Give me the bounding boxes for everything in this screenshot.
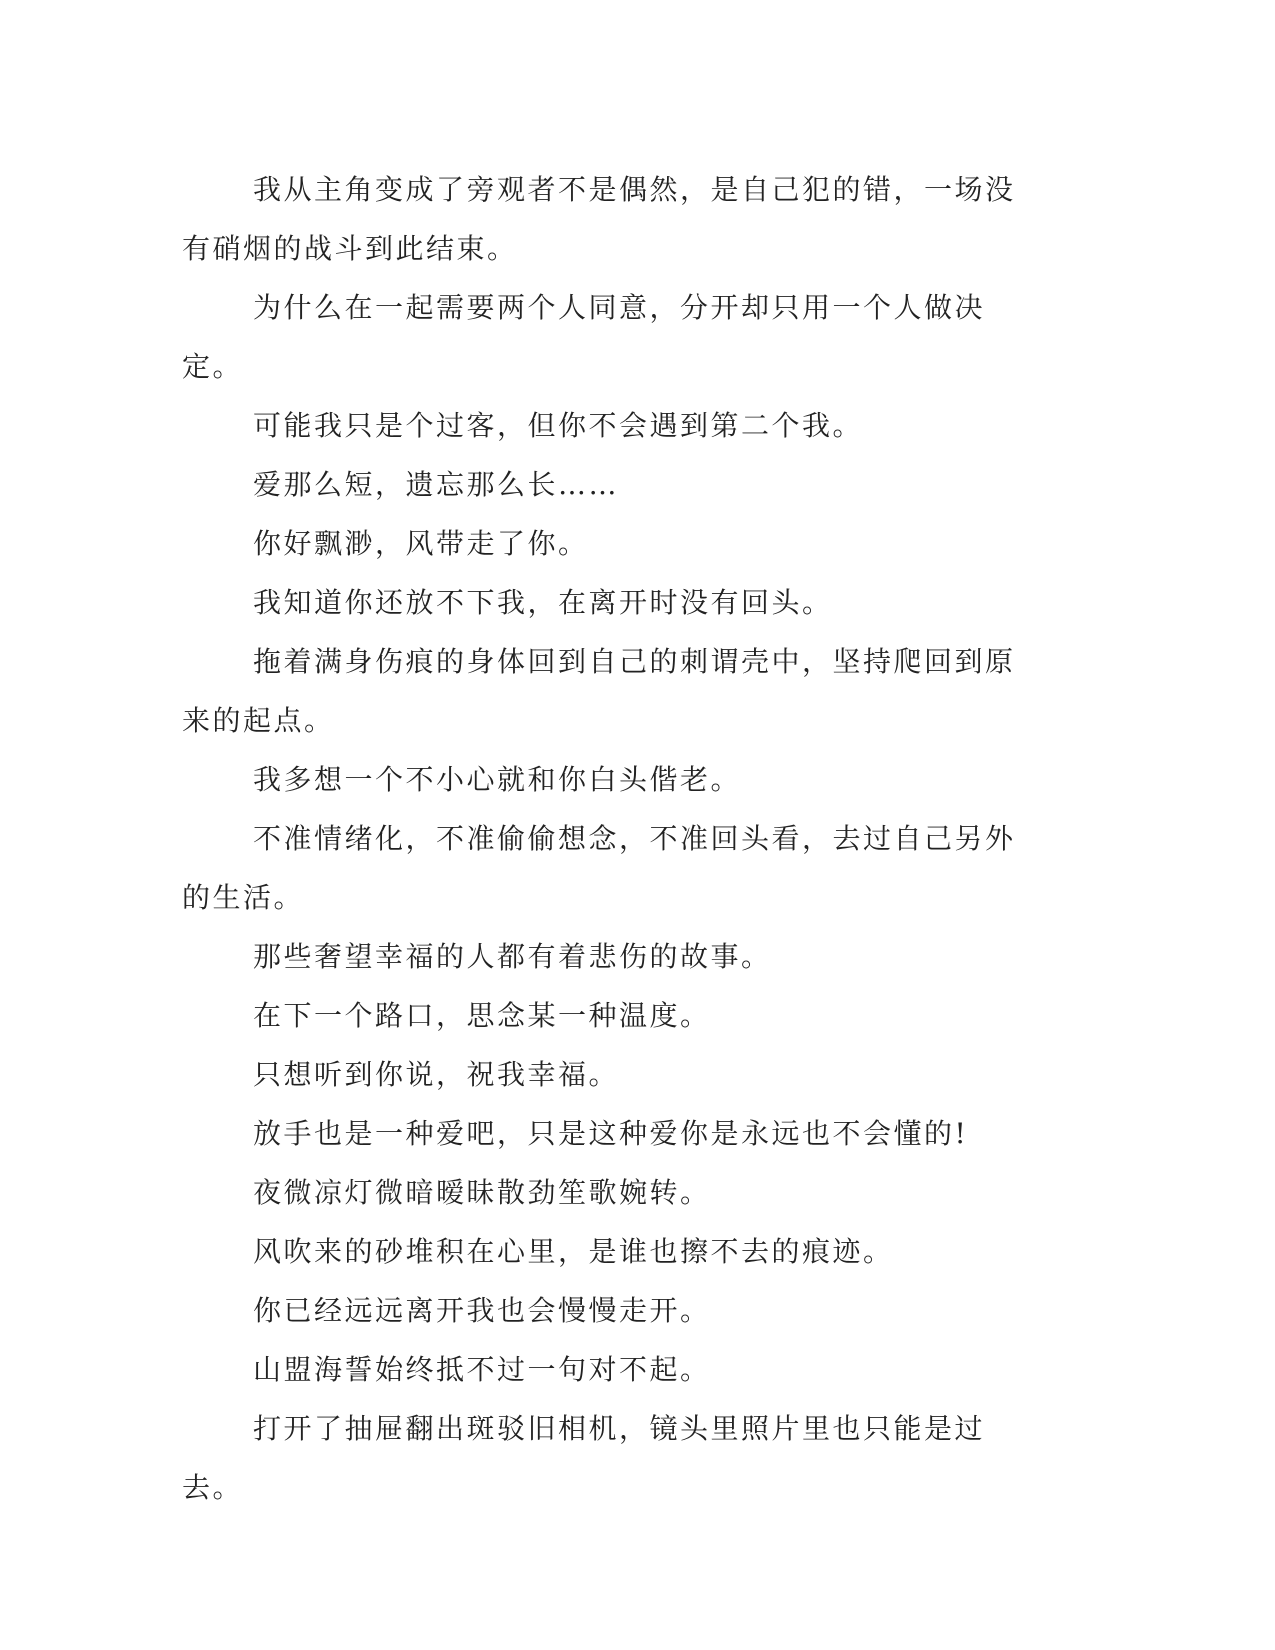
paragraph: 不准情绪化，不准偷偷想念，不准回头看，去过自己另外的生活。 [182, 822, 1016, 914]
paragraph: 我知道你还放不下我，在离开时没有回头。 [253, 586, 833, 619]
paragraph: 放手也是一种爱吧，只是这种爱你是永远也不会懂的! [253, 1117, 969, 1150]
paragraph: 我多想一个不小心就和你白头偕老。 [253, 763, 742, 796]
document-body [182, 160, 1030, 1517]
paragraph: 那些奢望幸福的人都有着悲伤的故事。 [253, 940, 772, 973]
paragraph: 我从主角变成了旁观者不是偶然，是自己犯的错，一场没有硝烟的战斗到此结束。 [182, 173, 1016, 265]
paragraph: 风吹来的砂堆积在心里，是谁也擦不去的痕迹。 [253, 1235, 894, 1268]
paragraph: 你好飘渺，风带走了你。 [253, 527, 589, 560]
paragraph: 可能我只是个过客，但你不会遇到第二个我。 [253, 409, 864, 442]
paragraph: 为什么在一起需要两个人同意，分开却只用一个人做决定。 [182, 291, 986, 383]
paragraph: 在下一个路口，思念某一种温度。 [253, 999, 711, 1032]
paragraph: 拖着满身伤痕的身体回到自己的刺谓壳中，坚持爬回到原来的起点。 [182, 645, 1016, 737]
paragraph: 打开了抽屉翻出斑驳旧相机，镜头里照片里也只能是过去。 [182, 1412, 986, 1504]
paragraph: 爱那么短，遗忘那么长…… [253, 468, 620, 501]
paragraph: 你已经远远离开我也会慢慢走开。 [253, 1294, 711, 1327]
paragraph: 夜微凉灯微暗暧昧散劲笙歌婉转。 [253, 1176, 711, 1209]
paragraph: 只想听到你说，祝我幸福。 [253, 1058, 620, 1091]
paragraph: 山盟海誓始终抵不过一句对不起。 [253, 1353, 711, 1386]
